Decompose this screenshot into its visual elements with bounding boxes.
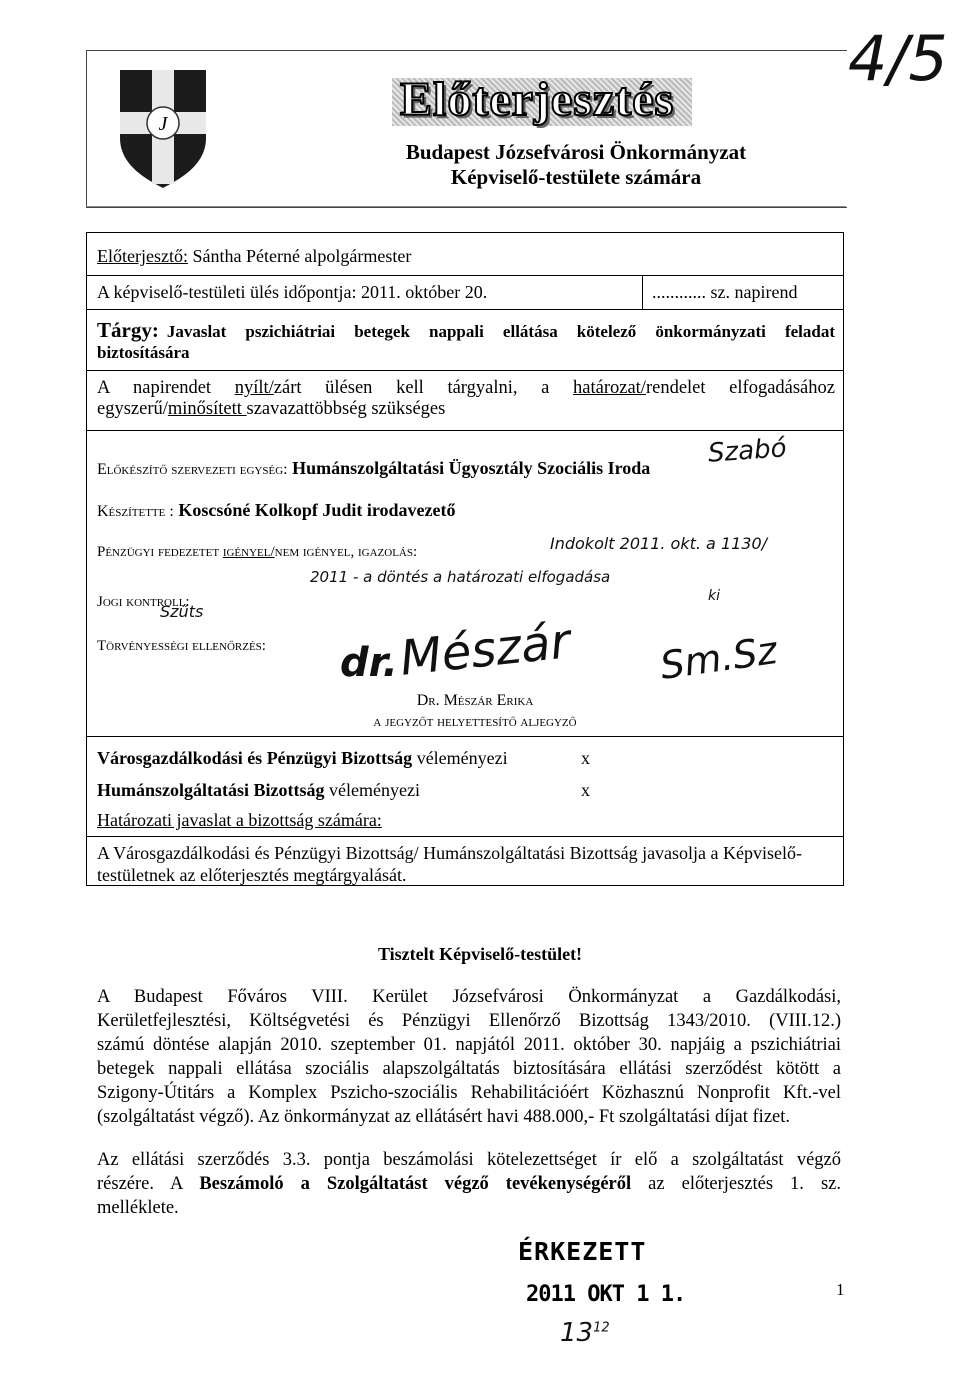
prep-unit-label: Előkészítő szervezeti egység: (97, 461, 288, 478)
signature-initials: Sm.Sz (657, 628, 780, 688)
meeting-date: 2011. október 20. (360, 282, 488, 302)
header-divider (86, 206, 846, 207)
divider (86, 736, 844, 737)
prep-unit-row (97, 458, 650, 479)
finance-label: nem igényel, igazolás: (274, 544, 418, 560)
agenda-number: ............ sz. napirend (652, 282, 798, 302)
voting-open-option: nyílt/ (234, 378, 274, 398)
divider (86, 275, 844, 276)
paragraph-line: A Budapest Főváros VIII. Kerület Józsefvárosi Önkormányzat a Gazdálkodási, (97, 987, 841, 1007)
voting-qualified-option: minősített (167, 399, 247, 419)
presenter-label: Előterjesztő: (97, 246, 188, 266)
legal-control-label: Jogi kontroll: (97, 594, 190, 610)
handwritten-finance-note-2: 2011 - a döntés a határozati elfogadása (310, 568, 611, 586)
signer-name: Dr. Mészár Erika (416, 692, 534, 709)
paragraph-line: Kerületfejlesztési, Költségvetési és Pénzügyi Ellenőrző Bizottság 1343/2010. (VIII.12.) (97, 1011, 841, 1031)
stamp-number-sup: 12 (593, 1320, 610, 1336)
paragraph-2 (97, 1148, 841, 1220)
subject-line-1: Javaslat pszichiátriai betegek nappali ellátása kötelező önkormányzati feladat (166, 322, 835, 341)
paragraph-1 (97, 985, 841, 1129)
handwritten-finance-note-1: Indokolt 2011. okt. a 1130/ (550, 534, 768, 553)
org-line-1: Budapest Józsefvárosi Önkormányzat (405, 140, 747, 164)
voting-resolution-option: határozat/ (573, 378, 646, 398)
signature-name: Mészár (397, 613, 573, 687)
paragraph-line (97, 1172, 841, 1196)
voting-text: szavazattöbbség szükséges (246, 399, 446, 419)
legality-label: Törvényességi ellenőrzés: (97, 638, 266, 654)
paragraph-text: az előterjesztés 1. sz. (631, 1174, 841, 1194)
signature-dr: dr. (340, 640, 398, 686)
divider (86, 309, 844, 310)
presenter-row (97, 246, 411, 267)
prepared-by-value: Koscsóné Kolkopf Judit irodavezető (178, 500, 456, 520)
handwritten-marker: ki (708, 588, 720, 604)
paragraph-line: (szolgáltatást végző). Az önkormányzat az ellátásért havi 488.000,- Ft szolgáltatási díjat fizet. (97, 1107, 791, 1127)
committee-action: véleményezi (416, 748, 508, 768)
resolution-text (97, 842, 835, 886)
footer-page-number: 1 (836, 1280, 845, 1299)
divider (86, 370, 844, 371)
committee-row (97, 748, 508, 769)
committee-name: Humánszolgáltatási Bizottság (97, 780, 325, 800)
paragraph-line: betegek nappali ellátása szociális alapszolgáltatás biztosítására ellátási szerződést kötött a (97, 1059, 841, 1079)
meeting-row (97, 282, 487, 303)
resolution-label: Határozati javaslat a bizottság számára: (97, 810, 382, 830)
divider (86, 836, 844, 837)
stamp-date: 2011 OKT 1 1. (526, 1282, 686, 1307)
paragraph-text: részére. A (97, 1174, 200, 1194)
salutation: Tisztelt Képviselő-testület! (377, 944, 583, 964)
subject-block (97, 318, 835, 363)
committee-mark: x (581, 748, 590, 768)
prep-unit-value: Humánszolgáltatási Ügyosztály Szociális Iroda (292, 458, 651, 478)
handwritten-name: Szabó (707, 433, 788, 469)
finance-requires-option: igényel/ (222, 544, 275, 560)
presenter-value: Sántha Péterné alpolgármester (192, 246, 412, 266)
committee-row (97, 780, 420, 801)
signer-role: a jegyzőt helyettesítő aljegyző (373, 714, 577, 730)
committee-action: véleményezi (329, 780, 420, 800)
subject-line-2: biztosítására (97, 343, 190, 362)
committee-name: Városgazdálkodási és Pénzügyi Bizottság (97, 748, 413, 768)
paragraph-line: számú döntése alapján 2010. szeptember 01. napjától 2011. október 30. napjáig a pszichiátriai (97, 1035, 841, 1055)
paragraph-line: melléklete. (97, 1198, 179, 1218)
voting-text: egyszerű/ (97, 399, 168, 419)
stamp-number (560, 1318, 610, 1348)
divider (642, 275, 643, 309)
finance-row (97, 544, 417, 561)
paragraph-line: Szigony-Útitárs a Komplex Pszicho-szociális Rehabilitációért Közhasznú Nonprofit Kft.-vel (97, 1083, 841, 1103)
subject-label: Tárgy: (97, 318, 159, 342)
crest-letter: J (158, 113, 168, 135)
coat-of-arms-icon (118, 68, 208, 190)
stamp-received: ÉRKEZETT (518, 1237, 647, 1266)
attachment-title: Beszámoló a Szolgáltatást végző tevékenységéről (199, 1174, 632, 1194)
prepared-by-label: Készítette : (97, 503, 174, 520)
resolution-line: testületnek az előterjesztés megtárgyalását. (97, 865, 407, 885)
voting-text: A napirendet (97, 378, 235, 398)
stamp-number-main: 13 (560, 1318, 594, 1348)
document-title: Előterjesztés (400, 73, 675, 126)
resolution-line: A Városgazdálkodási és Pénzügyi Bizottság/ Humánszolgáltatási Bizottság javasolja a Képviselő- (97, 843, 803, 863)
org-line-2: Képviselő-testülete számára (450, 165, 702, 189)
paragraph-line: Az ellátási szerződés 3.3. pontja beszámolási kötelezettséget ír elő a szolgáltatást végző (97, 1150, 841, 1170)
committee-mark: x (581, 780, 590, 800)
voting-block (97, 378, 835, 420)
finance-label: Pénzügyi fedezetet (97, 544, 223, 560)
voting-text: rendelet elfogadásához (645, 378, 835, 398)
prepared-by-row (97, 500, 456, 521)
handwritten-initials: Szűts (160, 602, 204, 621)
meeting-label: A képviselő-testületi ülés időpontja: (97, 282, 357, 302)
voting-text: zárt ülésen kell tárgyalni, a (273, 378, 574, 398)
divider (86, 430, 844, 431)
page-number: 4/5 (848, 22, 948, 95)
